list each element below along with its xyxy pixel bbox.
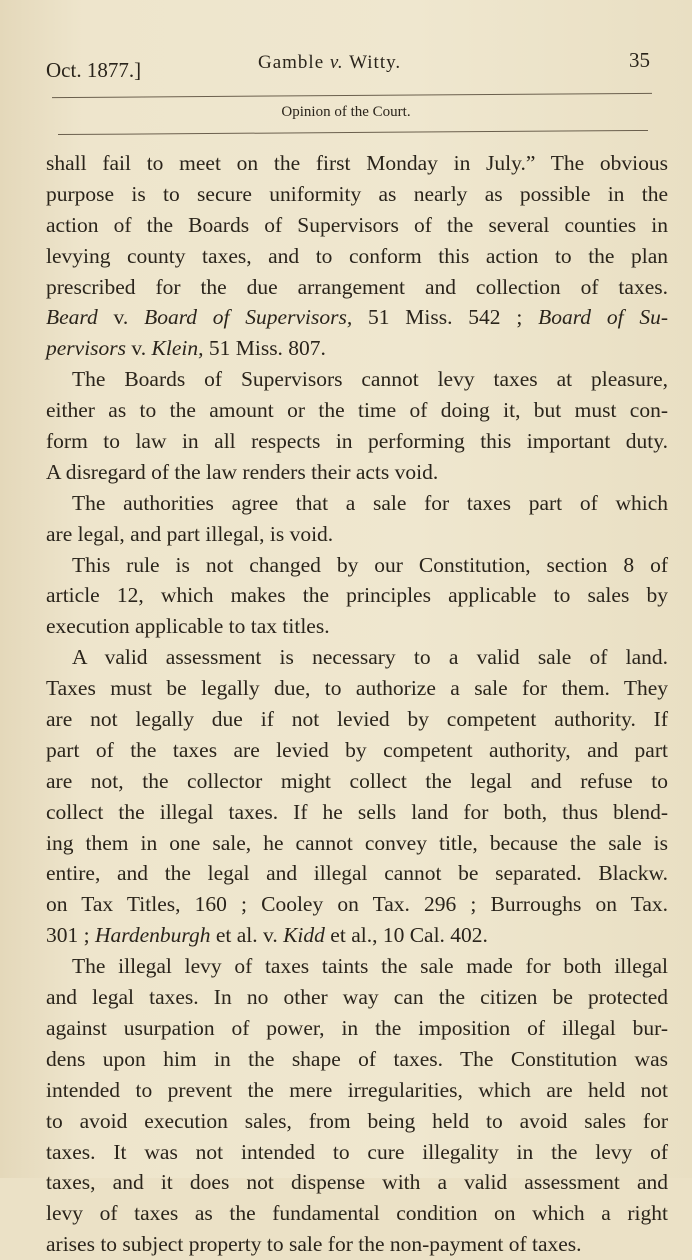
text-line: [46, 611, 668, 642]
text-segment: against usurpation of power, in the imposition of illegal bur-: [46, 1015, 668, 1040]
text-segment: intended to prevent the mere irregularities, which are held not: [46, 1077, 668, 1102]
text-line: [46, 1075, 668, 1106]
text-line: [46, 519, 668, 550]
text-line: [46, 457, 668, 488]
text-segment: are legal, and part illegal, is void.: [46, 521, 334, 546]
header-case-title: [258, 52, 401, 74]
text-segment: are not, the collector might collect the legal and refuse to: [46, 768, 668, 793]
text-segment: et al. v.: [210, 923, 284, 948]
case-party-right: Witty.: [349, 52, 402, 73]
italic-citation: Board of Supervisors,: [144, 305, 353, 330]
opinion-body-text: [46, 148, 668, 1260]
text-segment: and legal taxes. In no other way can the citizen be protected: [46, 985, 668, 1010]
text-segment: part of the taxes are levied by competent authority, and part: [46, 737, 668, 762]
text-segment: 51 Miss. 807.: [203, 336, 326, 361]
italic-citation: pervisors: [46, 336, 127, 361]
running-header: [46, 48, 662, 82]
text-segment: A disregard of the law renders their acts void.: [46, 459, 439, 484]
text-segment: This rule is not changed by our Constitution, section 8 of: [72, 552, 668, 577]
text-line: [46, 920, 668, 951]
italic-citation: Kidd: [283, 923, 325, 948]
page-number: 35: [629, 48, 650, 72]
text-line: [46, 642, 668, 673]
text-line: [46, 550, 668, 581]
italic-citation: Board of Su-: [538, 305, 668, 330]
text-line: [46, 951, 668, 982]
text-line: [46, 704, 668, 735]
italic-citation: Klein,: [151, 336, 204, 361]
text-segment: purpose is to secure uniformity as nearly as possible in the: [46, 181, 668, 206]
text-line: [46, 1229, 668, 1260]
section-subheading: Opinion of the Court.: [281, 104, 411, 120]
text-line: [46, 364, 668, 395]
text-segment: arises to subject property to sale for the non-payment of taxes.: [46, 1232, 582, 1257]
text-line: [46, 673, 668, 704]
header-rule-bottom: [58, 130, 648, 135]
text-line: [46, 735, 668, 766]
text-segment: form to law in all respects in performing this important duty.: [46, 429, 668, 454]
text-segment: The Boards of Supervisors cannot levy taxes at pleasure,: [72, 367, 668, 392]
text-segment: taxes. It was not intended to cure illegality in the levy of: [46, 1139, 668, 1164]
text-segment: shall fail to meet on the first Monday in July.” The obvious: [46, 151, 668, 175]
text-segment: v.: [97, 305, 145, 330]
text-line: [46, 982, 668, 1013]
text-line: [46, 1167, 668, 1198]
text-segment: are not legally due if not levied by competent authority. If: [46, 707, 668, 732]
text-segment: et al., 10 Cal. 402.: [324, 923, 488, 948]
text-segment: on Tax Titles, 160 ; Cooley on Tax. 296 ; Burroughs on Tax.: [46, 892, 668, 917]
text-line: [46, 580, 668, 611]
text-line: [46, 1106, 668, 1137]
text-line: [46, 858, 668, 889]
text-line: [46, 797, 668, 828]
text-line: [46, 889, 668, 920]
header-date: Oct. 1877.]: [46, 58, 142, 82]
text-line: [46, 333, 668, 364]
text-segment: prescribed for the due arrangement and collection of taxes.: [46, 274, 668, 299]
case-party-left: Gamble: [258, 52, 325, 73]
text-segment: execution applicable to tax titles.: [46, 614, 330, 639]
text-line: [46, 766, 668, 797]
text-line: [46, 1013, 668, 1044]
text-segment: article 12, which makes the principles applicable to sales by: [46, 583, 668, 608]
italic-citation: Beard: [46, 305, 98, 330]
text-line: [46, 1044, 668, 1075]
text-segment: levying county taxes, and to conform this action to the plan: [46, 243, 668, 268]
text-segment: collect the illegal taxes. If he sells land for both, thus blend-: [46, 799, 668, 824]
text-segment: levy of taxes as the fundamental condition on which a right: [46, 1201, 668, 1226]
text-segment: action of the Boards of Supervisors of the several counties in: [46, 212, 668, 237]
text-line: [46, 272, 668, 303]
text-line: [46, 302, 668, 333]
italic-citation: Hardenburgh: [94, 923, 211, 948]
text-segment: dens upon him in the shape of taxes. The Constitution was: [46, 1046, 668, 1071]
text-segment: The illegal levy of taxes taints the sale made for both illegal: [72, 954, 668, 979]
text-segment: Taxes must be legally due, to authorize a sale for them. They: [46, 676, 668, 701]
text-segment: The authorities agree that a sale for taxes part of which: [72, 490, 668, 515]
text-segment: 301 ;: [46, 923, 95, 948]
text-segment: taxes, and it does not dispense with a valid assessment and: [46, 1170, 668, 1195]
text-segment: either as to the amount or the time of doing it, but must con-: [46, 398, 668, 423]
text-line: [46, 210, 668, 241]
case-versus: v.: [329, 52, 344, 73]
text-line: [46, 1198, 668, 1229]
text-segment: to avoid execution sales, from being held to avoid sales for: [46, 1108, 668, 1133]
text-line: [46, 148, 668, 179]
text-segment: ing them in one sale, he cannot convey title, because the sale is: [46, 830, 668, 855]
text-segment: A valid assessment is necessary to a valid sale of land.: [72, 645, 668, 670]
text-segment: 51 Miss. 542 ;: [352, 305, 539, 330]
text-line: [46, 426, 668, 457]
text-segment: entire, and the legal and illegal cannot be separated. Blackw.: [46, 861, 668, 886]
text-line: [46, 488, 668, 519]
text-line: [46, 241, 668, 272]
text-line: [46, 1137, 668, 1168]
header-rule-top: [52, 93, 652, 98]
text-line: [46, 828, 668, 859]
text-line: [46, 395, 668, 426]
text-line: [46, 179, 668, 210]
text-segment: v.: [126, 336, 152, 361]
